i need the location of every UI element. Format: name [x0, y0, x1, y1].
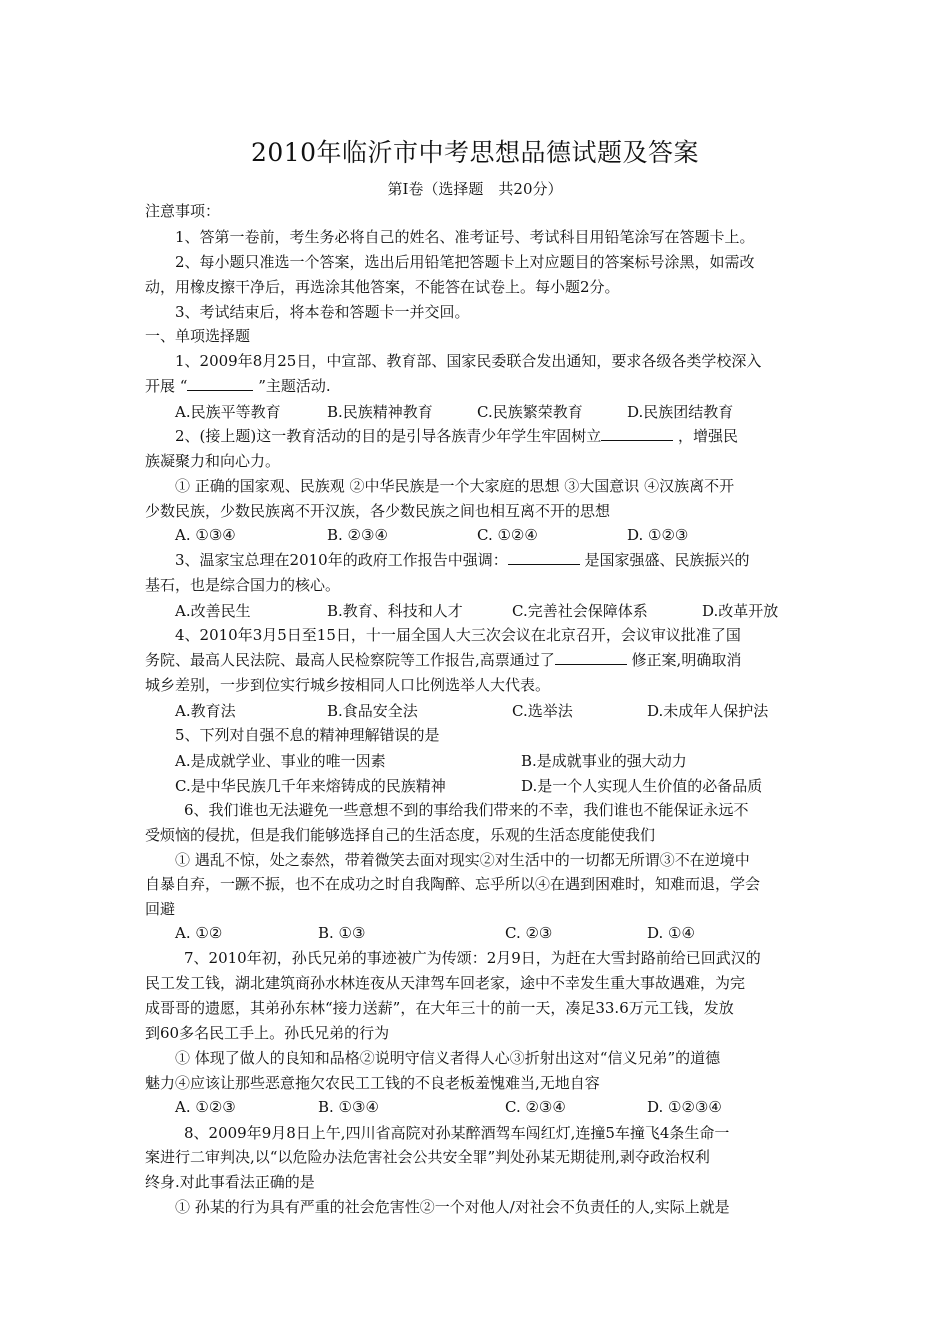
q2-option-c: C. ①②④: [477, 526, 538, 544]
q6-line-2: 受烦恼的侵扰，但是我们能够选择自己的生活态度，乐观的生活态度能使我们: [145, 826, 656, 844]
q5-option-d: D.是一个人实现人生价值的必备品质: [521, 777, 763, 795]
q7-option-b: B. ①③④: [318, 1098, 379, 1116]
q7-option-d: D. ①②③④: [647, 1098, 722, 1116]
q4-line-2: [145, 650, 810, 670]
q7-option-a: A. ①②③: [175, 1098, 236, 1116]
q4-line-1: 4、2010年3月5日至15日，十一届全国人大三次会议在北京召开，会议审议批准了国: [175, 626, 741, 644]
q3-option-d: D.改革开放: [702, 602, 779, 620]
q2-option-b: B. ②③④: [327, 526, 388, 544]
q8-line-3: 终身.对此事看法正确的是: [145, 1173, 315, 1191]
q7-line-3: 成哥哥的遗愿，其弟孙东林“接力送薪”，在大年三十的前一天，凑足33.6万元工钱，发放: [145, 999, 734, 1017]
section-subtitle: 第Ⅰ卷（选择题 共20分）: [387, 180, 563, 198]
q6-line-4: 自暴自弃，一蹶不振，也不在成功之时自我陶醉、忘乎所以④在遇到困难时，知难而退，学会: [145, 875, 761, 893]
q2-line-4: 少数民族，少数民族离不开汉族，各少数民族之间也相互离不开的思想: [145, 502, 611, 520]
q4-text-post: 修正案,明确取消: [626, 651, 742, 669]
q5-line-1: 5、下列对自强不息的精神理解错误的是: [175, 726, 440, 744]
answer-blank: [508, 550, 580, 565]
q2-text-post: ，增强民: [673, 427, 739, 445]
q5-option-c: C.是中华民族几千年来熔铸成的民族精神: [175, 777, 446, 795]
q3-option-c: C.完善社会保障体系: [512, 602, 648, 620]
q3-line-2: 基石，也是综合国力的核心。: [145, 576, 341, 594]
notes-heading: 注意事项：: [145, 202, 221, 220]
q1-text-post: ”主题活动.: [253, 377, 331, 395]
q1-line-1: 1、2009年8月25日，中宣部、教育部、国家民委联合发出通知，要求各级各类学校深入: [175, 352, 762, 370]
q3-option-b: B.教育、科技和人才: [327, 602, 463, 620]
q5-options-row-1: [175, 750, 815, 770]
q6-line-5: 回避: [145, 900, 176, 918]
q4-text-pre: 务院、最高人民法院、最高人民检察院等工作报告,高票通过了: [145, 651, 555, 669]
q8-line-4: ① 孙某的行为具有严重的社会危害性②一个对他人/对社会不负责任的人,实际上就是: [175, 1198, 730, 1216]
q3-option-a: A.改善民生: [175, 602, 251, 620]
q7-line-6: 魅力④应该让那些恶意拖欠农民工工钱的不良老板羞愧难当,无地自容: [145, 1074, 600, 1092]
page-title: 2010年临沂市中考思想品德试题及答案: [250, 138, 700, 167]
note-2-line-1: 2、每小题只准选一个答案，选出后用铅笔把答题卡上对应题目的答案标号涂黑，如需改: [175, 253, 755, 271]
q1-option-d: D.民族团结教育: [627, 403, 734, 421]
q8-line-2: 案进行二审判决,以“以危险办法危害社会公共安全罪”判处孙某无期徒刑,剥夺政治权利: [145, 1148, 710, 1166]
answer-blank: [555, 650, 627, 665]
q1-option-c: C.民族繁荣教育: [477, 403, 583, 421]
q2-line-3: ① 正确的国家观、民族观 ②中华民族是一个大家庭的思想 ③大国意识 ④汉族离不开: [175, 477, 735, 495]
q6-option-b: B. ①③: [318, 924, 366, 942]
q7-options: [175, 1098, 815, 1118]
q1-text-pre: 开展 “: [145, 377, 188, 395]
q3-text-post: 是国家强盛、民族振兴的: [579, 551, 750, 569]
q6-option-a: A. ①②: [175, 924, 223, 942]
q7-line-5: ① 体现了做人的良知和品格②说明守信义者得人心③折射出这对“信义兄弟”的道德: [175, 1049, 721, 1067]
note-2-line-2: 动，用橡皮擦干净后，再选涂其他答案，不能答在试卷上。每小题2分。: [145, 278, 620, 296]
q4-line-3: 城乡差别，一步到位实行城乡按相同人口比例选举人大代表。: [145, 676, 551, 694]
q6-option-c: C. ②③: [505, 924, 553, 942]
q5-option-a: A.是成就学业、事业的唯一因素: [175, 752, 386, 770]
q2-options: [175, 526, 815, 546]
q1-line-2: [145, 376, 810, 396]
q2-text-pre: 2、(接上题)这一教育活动的目的是引导各族青少年学生牢固树立: [175, 427, 602, 445]
q6-options: [175, 924, 815, 944]
q4-options: [175, 700, 815, 720]
q2-line-2: 族凝聚力和向心力。: [145, 452, 281, 470]
q3-text-pre: 3、温家宝总理在2010年的政府工作报告中强调：: [175, 551, 508, 569]
q7-line-1: 7、2010年初，孙氏兄弟的事迹被广为传颂：2月9日，为赶在大雪封路前给已回武汉的: [184, 949, 761, 967]
q6-option-d: D. ①④: [647, 924, 695, 942]
q7-line-2: 民工发工钱，湖北建筑商孙水林连夜从天津驾车回老家，途中不幸发生重大事故遇难，为完: [145, 974, 746, 992]
q7-option-c: C. ②③④: [505, 1098, 566, 1116]
q3-line-1: [175, 550, 810, 570]
note-3: 3、考试结束后，将本卷和答题卡一并交回。: [175, 303, 470, 321]
q1-option-b: B.民族精神教育: [327, 403, 433, 421]
q1-option-a: A.民族平等教育: [175, 403, 281, 421]
q4-option-d: D.未成年人保护法: [647, 702, 769, 720]
q6-line-3: ① 遇乱不惊，处之泰然，带着微笑去面对现实②对生活中的一切都无所谓③不在逆境中: [175, 851, 750, 869]
q3-options: [175, 600, 815, 620]
q8-line-1: 8、2009年9月8日上午,四川省高院对孙某醉酒驾车闯红灯,连撞5车撞飞4条生命一: [184, 1124, 730, 1142]
q5-option-b: B.是成就事业的强大动力: [521, 752, 687, 770]
q6-line-1: 6、我们谁也无法避免一些意想不到的事给我们带来的不幸，我们谁也不能保证永远不: [184, 801, 749, 819]
q7-line-4: 到60多名民工手上。孙氏兄弟的行为: [145, 1024, 390, 1042]
answer-blank: [601, 426, 673, 441]
q4-option-b: B.食品安全法: [327, 702, 418, 720]
q5-options-row-2: [175, 775, 815, 795]
q2-option-a: A. ①③④: [175, 526, 236, 544]
section-heading: 一、单项选择题: [145, 327, 251, 345]
q1-options: [175, 401, 815, 421]
answer-blank: [187, 376, 253, 391]
q4-option-a: A.教育法: [175, 702, 236, 720]
q2-line-1: [175, 426, 810, 446]
q2-option-d: D. ①②③: [627, 526, 689, 544]
q4-option-c: C.选举法: [512, 702, 573, 720]
note-1: 1、答第一卷前，考生务必将自己的姓名、准考证号、考试科目用铅笔涂写在答题卡上。: [175, 228, 755, 246]
